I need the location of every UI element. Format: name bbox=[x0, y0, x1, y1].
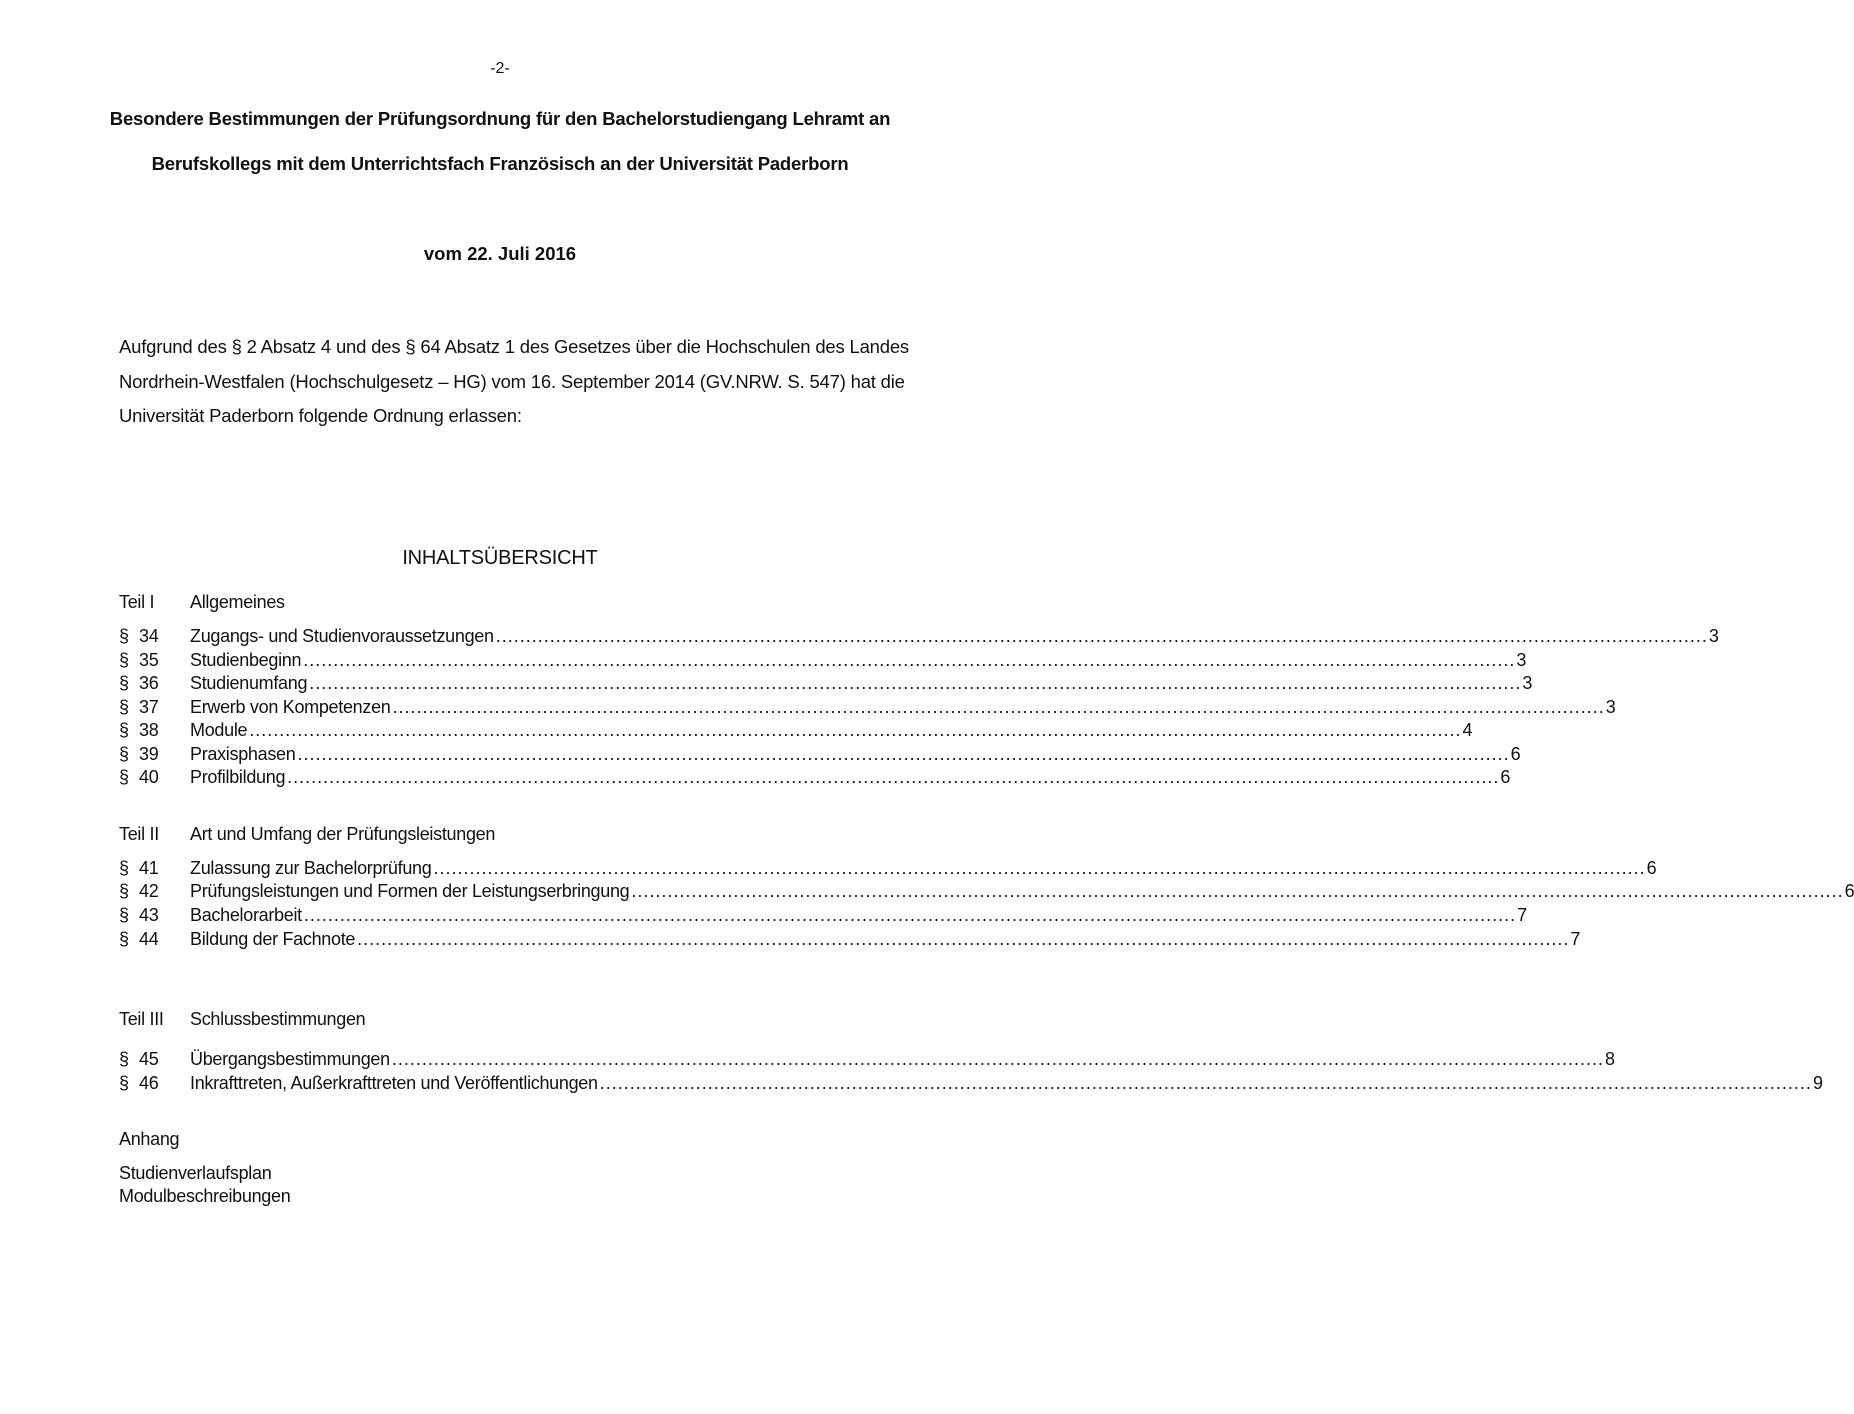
entry-page: 4 bbox=[1462, 720, 1473, 740]
section-number: 44 bbox=[139, 929, 159, 949]
entry-title: Zugangs- und Studienvoraussetzungen bbox=[190, 626, 494, 646]
entry-title: Bachelorarbeit bbox=[190, 905, 302, 925]
entry-title: Module bbox=[190, 720, 248, 740]
section-symbol: § bbox=[119, 881, 129, 901]
dot-leader: .......................................................................................................................................................................................................... bbox=[392, 697, 1605, 717]
section-symbol: § bbox=[119, 905, 129, 925]
toc-entry-41[interactable] bbox=[119, 858, 1657, 882]
dot-leader: .......................................................................................................................................................................................................... bbox=[287, 767, 1500, 787]
entry-page: 8 bbox=[1605, 1049, 1615, 1069]
entry-title: Inkrafttreten, Außerkrafttreten und Veröffentlichungen bbox=[190, 1073, 598, 1093]
toc-entry-37[interactable] bbox=[119, 697, 1616, 721]
section-number: 37 bbox=[139, 697, 159, 717]
toc-entry-45[interactable] bbox=[119, 1049, 1615, 1073]
entry-title: Zulassung zur Bachelorprüfung bbox=[190, 858, 432, 878]
part-number: Teil II bbox=[119, 824, 159, 844]
dot-leader: .......................................................................................................................................................................................................... bbox=[357, 929, 1570, 949]
section-number: 45 bbox=[139, 1049, 159, 1069]
part-number: Teil I bbox=[119, 592, 155, 612]
entry-title: Übergangsbestimmungen bbox=[190, 1049, 390, 1069]
toc-entry-35[interactable] bbox=[119, 650, 1527, 674]
entry-page: 3 bbox=[1516, 650, 1527, 670]
section-number: 46 bbox=[139, 1073, 159, 1093]
annex-item-study-plan[interactable]: Studienverlaufsplan bbox=[119, 1163, 272, 1183]
dot-leader: .......................................................................................................................................................................................................... bbox=[297, 744, 1510, 764]
annex-item-module-descriptions[interactable]: Modulbeschreibungen bbox=[119, 1186, 291, 1206]
section-symbol: § bbox=[119, 626, 129, 646]
section-symbol: § bbox=[119, 1073, 129, 1093]
dot-leader: .......................................................................................................................................................................................................... bbox=[309, 673, 1522, 693]
toc-entry-34[interactable] bbox=[119, 626, 1719, 650]
title-line-2: Berufskollegs mit dem Unterrichtsfach Französisch an der Universität Paderborn bbox=[151, 153, 849, 174]
section-number: 43 bbox=[139, 905, 159, 925]
part-title: Art und Umfang der Prüfungsleistungen bbox=[190, 824, 496, 844]
intro-paragraph bbox=[119, 330, 909, 434]
ordinance-date: vom 22. Juli 2016 bbox=[423, 243, 577, 264]
entry-page: 6 bbox=[1646, 858, 1657, 878]
section-number: 41 bbox=[139, 858, 159, 878]
toc-entry-39[interactable] bbox=[119, 744, 1521, 768]
toc-entry-44[interactable] bbox=[119, 929, 1581, 953]
entry-title: Studienbeginn bbox=[190, 650, 302, 670]
dot-leader: .......................................................................................................................................................................................................... bbox=[303, 650, 1516, 670]
entry-title: Bildung der Fachnote bbox=[190, 929, 356, 949]
entry-page: 3 bbox=[1708, 626, 1719, 646]
section-symbol: § bbox=[119, 650, 129, 670]
entry-page: 3 bbox=[1605, 697, 1616, 717]
section-symbol: § bbox=[119, 858, 129, 878]
toc-heading: INHALTSÜBERSICHT bbox=[402, 547, 598, 569]
part-number: Teil III bbox=[119, 1009, 164, 1029]
entry-page: 7 bbox=[1517, 905, 1527, 925]
section-symbol: § bbox=[119, 673, 129, 693]
section-number: 35 bbox=[139, 650, 159, 670]
section-number: 42 bbox=[139, 881, 159, 901]
entry-page: 6 bbox=[1500, 767, 1511, 787]
entry-page: 7 bbox=[1570, 929, 1581, 949]
dot-leader: .......................................................................................................................................................................................................... bbox=[391, 1049, 1605, 1069]
entry-page: 3 bbox=[1522, 673, 1533, 693]
entry-title: Erwerb von Kompetenzen bbox=[190, 697, 391, 717]
toc-entry-38[interactable] bbox=[119, 720, 1473, 744]
dot-leader: .......................................................................................................................................................................................................... bbox=[599, 1073, 1812, 1093]
section-symbol: § bbox=[119, 744, 129, 764]
section-number: 39 bbox=[139, 744, 159, 764]
dot-leader: .......................................................................................................................................................................................................... bbox=[303, 905, 1517, 925]
intro-line: Universität Paderborn folgende Ordnung erlassen: bbox=[119, 405, 522, 426]
section-number: 38 bbox=[139, 720, 159, 740]
entry-title: Profilbildung bbox=[190, 767, 286, 787]
section-symbol: § bbox=[119, 720, 129, 740]
dot-leader: .......................................................................................................................................................................................................... bbox=[631, 881, 1844, 901]
entry-title: Praxisphasen bbox=[190, 744, 296, 764]
toc-entry-46[interactable] bbox=[119, 1073, 1823, 1097]
toc-entry-40[interactable] bbox=[119, 767, 1511, 791]
dot-leader: .......................................................................................................................................................................................................... bbox=[495, 626, 1708, 646]
section-number: 40 bbox=[139, 767, 159, 787]
section-symbol: § bbox=[119, 929, 129, 949]
entry-title: Prüfungsleistungen und Formen der Leistungserbringung bbox=[190, 881, 630, 901]
dot-leader: .......................................................................................................................................................................................................... bbox=[433, 858, 1646, 878]
section-symbol: § bbox=[119, 697, 129, 717]
toc-entry-43[interactable] bbox=[119, 905, 1527, 929]
toc-entry-42[interactable] bbox=[119, 881, 1854, 905]
entry-title: Studienumfang bbox=[190, 673, 308, 693]
toc-entry-36[interactable] bbox=[119, 673, 1533, 697]
entry-page: 6 bbox=[1844, 881, 1854, 901]
dot-leader: .......................................................................................................................................................................................................... bbox=[249, 720, 1462, 740]
entry-page: 6 bbox=[1510, 744, 1521, 764]
annex-heading: Anhang bbox=[119, 1129, 180, 1149]
part-title: Allgemeines bbox=[190, 592, 285, 612]
section-number: 36 bbox=[139, 673, 159, 693]
section-symbol: § bbox=[119, 767, 129, 787]
section-number: 34 bbox=[139, 626, 159, 646]
part-title: Schlussbestimmungen bbox=[190, 1009, 366, 1029]
page-number: -2- bbox=[490, 60, 510, 77]
intro-line: Aufgrund des § 2 Absatz 4 und des § 64 Absatz 1 des Gesetzes über die Hochschulen des Landes bbox=[119, 336, 909, 357]
section-symbol: § bbox=[119, 1049, 129, 1069]
entry-page: 9 bbox=[1812, 1073, 1823, 1093]
title-line-1: Besondere Bestimmungen der Prüfungsordnung für den Bachelorstudiengang Lehramt an bbox=[109, 108, 891, 129]
intro-line: Nordrhein-Westfalen (Hochschulgesetz – HG) vom 16. September 2014 (GV.NRW. S. 547) hat die bbox=[119, 370, 905, 392]
